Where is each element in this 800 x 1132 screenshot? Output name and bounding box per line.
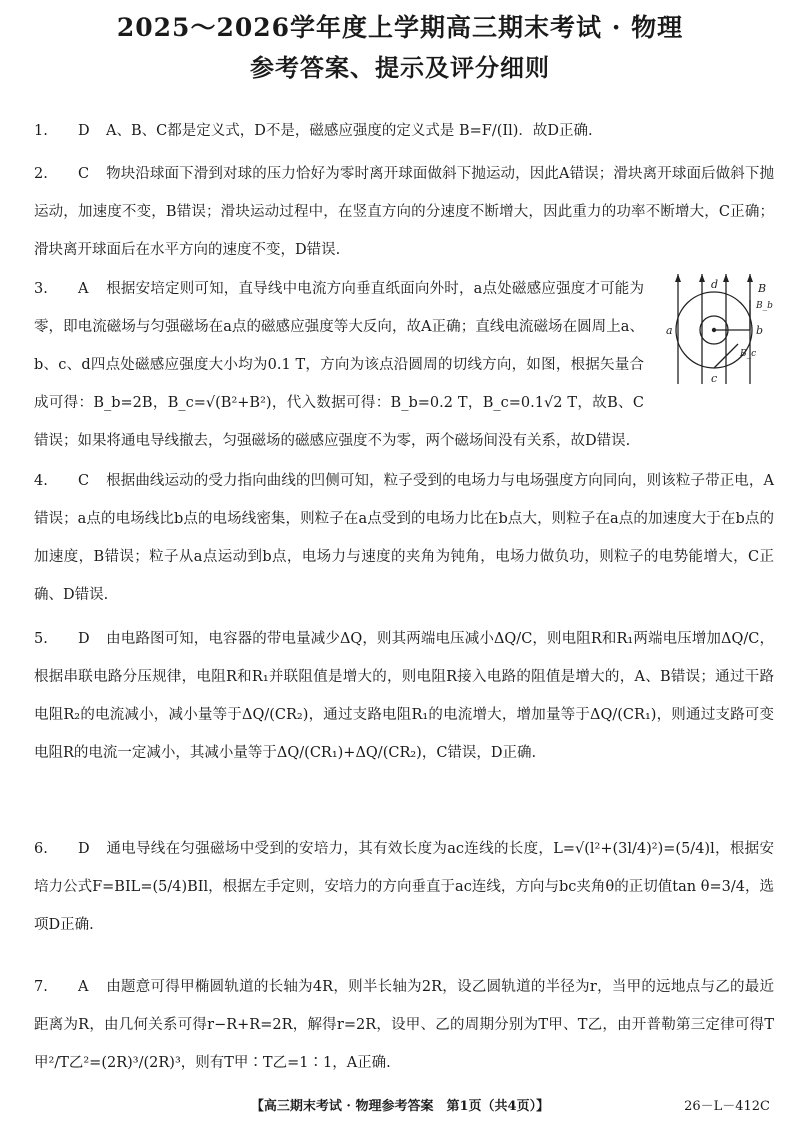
- answer-letter: C: [78, 473, 90, 489]
- page-subtitle: 参考答案、提示及评分细则: [250, 53, 550, 82]
- answer-letter: A: [78, 281, 89, 297]
- answer-item-7: [34, 968, 774, 1082]
- answer-explanation: 根据曲线运动的受力指向曲线的凹侧可知，粒子受到的电场力与电场强度方向同向，则该粒子带正电，A错误；a点的电场线比b点的电场线密集，则粒子在a点受到的电场力比在b点大，则粒子在a点的加速度大于在b点的加速度，B错误；粒子从a点运动到b点，电场力与速度的夹角为钝角，电场力做负功，则粒子的电势能增大，C正确、D错误.: [34, 473, 774, 603]
- answer-item-2: [34, 155, 774, 269]
- answer-explanation: 物块沿球面下滑到对球的压力恰好为零时离开球面做斜下抛运动，因此A错误；滑块离开球面后做斜下抛运动，加速度不变，B错误；滑块运动过程中，在竖直方向的分速度不断增大，因此重力的功率不断增大，C正确；滑块离开球面后在水平方向的速度不变，D错误.: [34, 166, 774, 258]
- question-number: 2.: [34, 166, 48, 182]
- answer-explanation: 根据安培定则可知，直导线中电流方向垂直纸面向外时，a点处磁感应强度才可能为零，即电流磁场与匀强磁场在a点的磁感应强度等大反向，故A正确；直线电流磁场在圆周上a、b、c、d四点处磁感应强度大小均为0.1 T，方向为该点沿圆周的切线方向，如图，根据矢量合成可得：B_b=2B，B_c=√(B²+B²)，代入数据可得：B_b=0.2 T，B_c=0.1√2 T，故B、C错误；如果将通电导线撤去，匀强磁场的磁感应强度不为零，两个磁场间没有关系，故D错误.: [34, 281, 644, 449]
- answer-explanation: 通电导线在匀强磁场中受到的安培力，其有效长度为ac连线的长度，L=√(l²+(3l/4)²)=(5/4)l，根据安培力公式F=BIL=(5/4)BIl，根据左手定则，安培力的方向垂直于ac连线，方向与bc夹角θ的正切值tan θ=3/4，选项D正确.: [34, 841, 774, 933]
- footer-title: 【高三期末考试 · 物理参考答案 第1页（共4页）】: [250, 1099, 550, 1114]
- point-b-label: b: [756, 324, 764, 337]
- footer-code: 26－L－412C: [684, 1099, 770, 1114]
- answer-item-1: [34, 112, 774, 150]
- answer-item-5: [34, 620, 774, 772]
- answer-item-6: [34, 830, 774, 944]
- answer-letter: D: [78, 123, 90, 139]
- magnetic-field-diagram: [664, 270, 774, 390]
- answer-letter: A: [78, 979, 89, 995]
- field-bc-label: B_c: [740, 349, 757, 359]
- question-number: 6.: [34, 841, 48, 857]
- answer-letter: D: [78, 631, 90, 647]
- answer-item-3: [34, 270, 644, 460]
- question-number: 4.: [34, 473, 48, 489]
- question-number: 5.: [34, 631, 48, 647]
- field-b-label: B: [758, 282, 767, 295]
- field-bb-label: B_b: [756, 301, 773, 311]
- answer-letter: C: [78, 166, 90, 182]
- answer-explanation: 由题意可得甲椭圆轨道的长轴为4R，则半长轴为2R，设乙圆轨道的半径为r，当甲的远地点与乙的最近距离为R，由几何关系可得r−R+R=2R，解得r=2R，设甲、乙的周期分别为T甲、T乙，由开普勒第三定律可得T甲²/T乙²=(2R)³/(2R)³，则有T甲∶T乙=1∶1，A正确.: [34, 979, 774, 1071]
- question-number: 3.: [34, 281, 48, 297]
- page-title: 2025～2026学年度上学期高三期末考试 · 物理: [116, 13, 684, 42]
- point-a-label: a: [666, 324, 673, 337]
- point-d-label: d: [711, 278, 719, 291]
- answer-explanation: A、B、C都是定义式，D不是，磁感应强度的定义式是 B=F/(Il)．故D正确.: [106, 123, 593, 139]
- question-number: 1.: [34, 123, 48, 139]
- point-c-label: c: [711, 372, 718, 385]
- answer-explanation: 由电路图可知，电容器的带电量减少ΔQ，则其两端电压减小ΔQ/C，则电阻R和R₁两端电压增加ΔQ/C，根据串联电路分压规律，电阻R和R₁并联阻值是增大的，则电阻R接入电路的阻值是增大的，A、B错误；通过干路电阻R₂的电流减小，减小量等于ΔQ/(CR₂)，通过支路电阻R₁的电流增大，增加量等于ΔQ/(CR₁)，则通过支路可变电阻R的电流一定减小，其减小量等于ΔQ/(CR₁)+ΔQ/(CR₂)，C错误，D正确.: [34, 631, 774, 761]
- answer-letter: D: [78, 841, 90, 857]
- question-number: 7.: [34, 979, 48, 995]
- answer-item-4: [34, 462, 774, 614]
